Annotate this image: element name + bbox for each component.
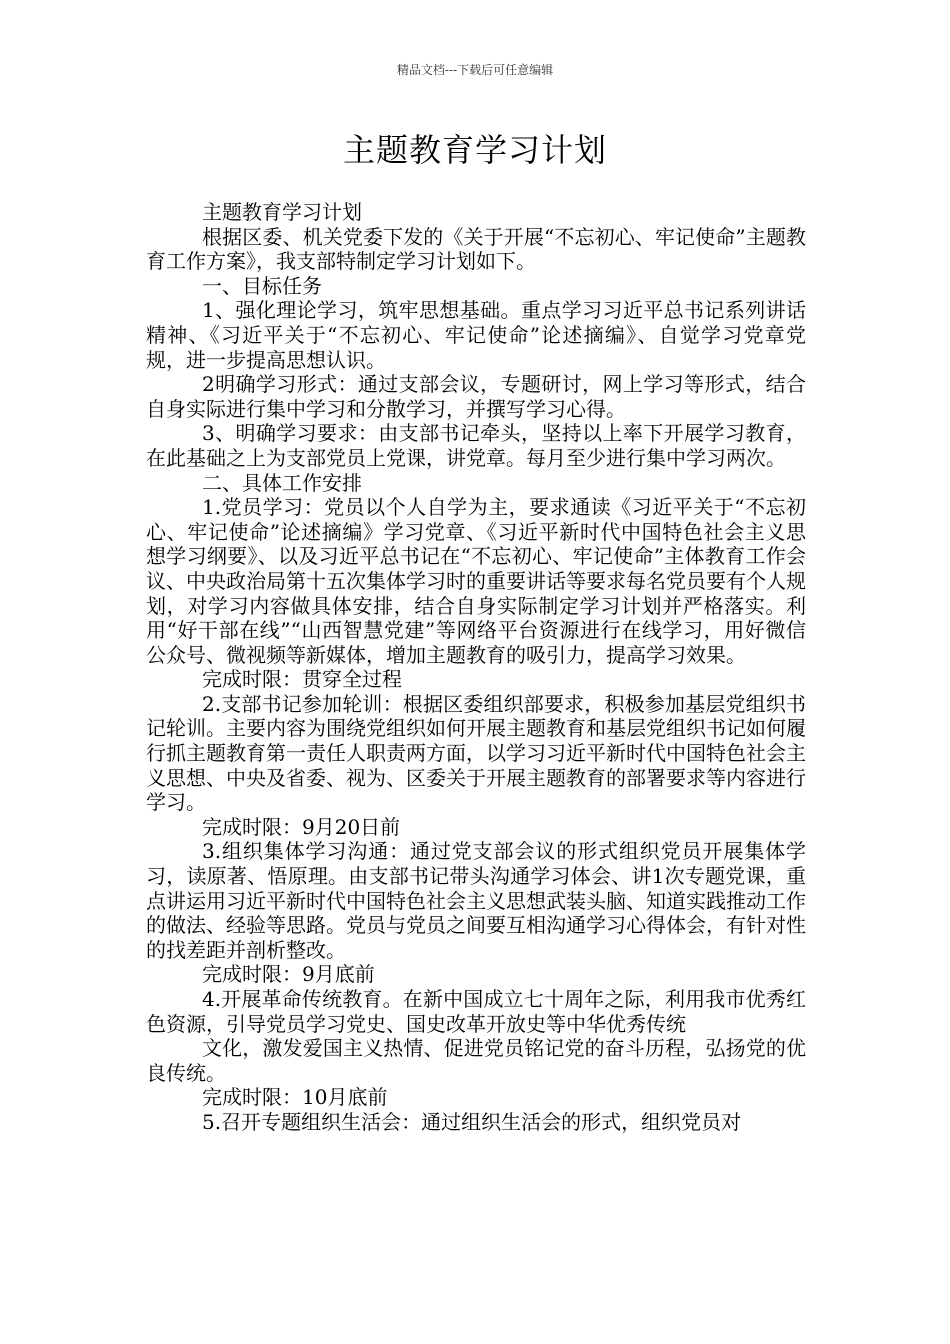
deadline-task-3: 完成时限：9月底前 <box>202 962 375 987</box>
deadline-task-4: 完成时限：10月底前 <box>202 1085 388 1110</box>
document-title: 主题教育学习计划 <box>342 131 607 169</box>
paragraph-task-5: 5.召开专题组织生活会：通过组织生活会的形式，组织党员对 <box>202 1109 742 1134</box>
section-heading-goals: 一、目标任务 <box>202 273 322 298</box>
paragraph-task-4-continued: 文化，激发爱国主义热情、促进党员铭记党的奋斗历程，弘扬党的优良传统。 <box>146 1036 806 1085</box>
paragraph-task-2: 2.支部书记参加轮训：根据区委组织部要求，积极参加基层党组织书记轮训。主要内容为围绕党组织如何开展主题教育和基层党组织书记如何履行抓主题教育第一责任人职责两方面，以学习习近平新时代中国特色社会主义思想、中央及省委、视为、区委关于开展主题教育的部署要求等内容进行学习。 <box>146 691 806 815</box>
paragraph-subtitle: 主题教育学习计划 <box>202 200 362 224</box>
paragraph-goal-2: 2明确学习形式：通过支部会议，专题研讨，网上学习等形式，结合自身实际进行集中学习和分散学习，并撰写学习心得。 <box>146 372 806 421</box>
deadline-task-2: 完成时限：9月20日前 <box>202 814 401 839</box>
paragraph-task-3: 3.组织集体学习沟通：通过党支部会议的形式组织党员开展集体学习，读原著、悟原理。由支部书记带头沟通学习体会、讲1次专题党课，重点讲运用习近平新时代中国特色社会主义思想武装头脑、知道实践推动工作的做法、经验等思路。党员与党员之间要互相沟通学习心得体会，有针对性的找差距并剖析整改。 <box>146 839 806 962</box>
paragraph-task-1: 1.党员学习：党员以个人自学为主，要求通读《习近平关于“不忘初心、牢记使命”论述摘编》学习党章、《习近平新时代中国特色社会主义思想学习纲要》、以及习近平总书记在“不忘初心、牢记使命”主体教育工作会议、中央政治局第十五次集体学习时的重要讲话等要求每名党员要有个人规划，对学习内容做具体安排，结合自身实际制定学习计划并严格落实。利用“好干部在线”“山西智慧党建”等网络平台资源进行在线学习，用好微信公众号、微视频等新媒体，增加主题教育的吸引力，提高学习效果。 <box>146 495 806 667</box>
paragraph-goal-3: 3、明确学习要求：由支部书记牵头，坚持以上率下开展学习教育，在此基础之上为支部党员上党课，讲党章。每月至少进行集中学习两次。 <box>146 421 806 470</box>
header-note: 精品文档---下载后可任意编辑 <box>396 63 554 77</box>
section-heading-arrangements: 二、具体工作安排 <box>202 470 362 495</box>
deadline-task-1: 完成时限：贯穿全过程 <box>202 667 402 692</box>
paragraph-goal-1: 1、强化理论学习，筑牢思想基础。重点学习习近平总书记系列讲话精神、《习近平关于“不忘初心、牢记使命”论述摘编》、自觉学习党章党规，进一步提高思想认识。 <box>146 298 806 372</box>
paragraph-intro: 根据区委、机关党委下发的《关于开展“不忘初心、牢记使命”主题教育工作方案》，我支部特制定学习计划如下。 <box>146 224 806 274</box>
paragraph-task-4: 4.开展革命传统教育。在新中国成立七十周年之际，利用我市优秀红色资源，引导党员学习党史、国史改革开放史等中华优秀传统 <box>146 987 806 1036</box>
document-body <box>146 200 806 1135</box>
